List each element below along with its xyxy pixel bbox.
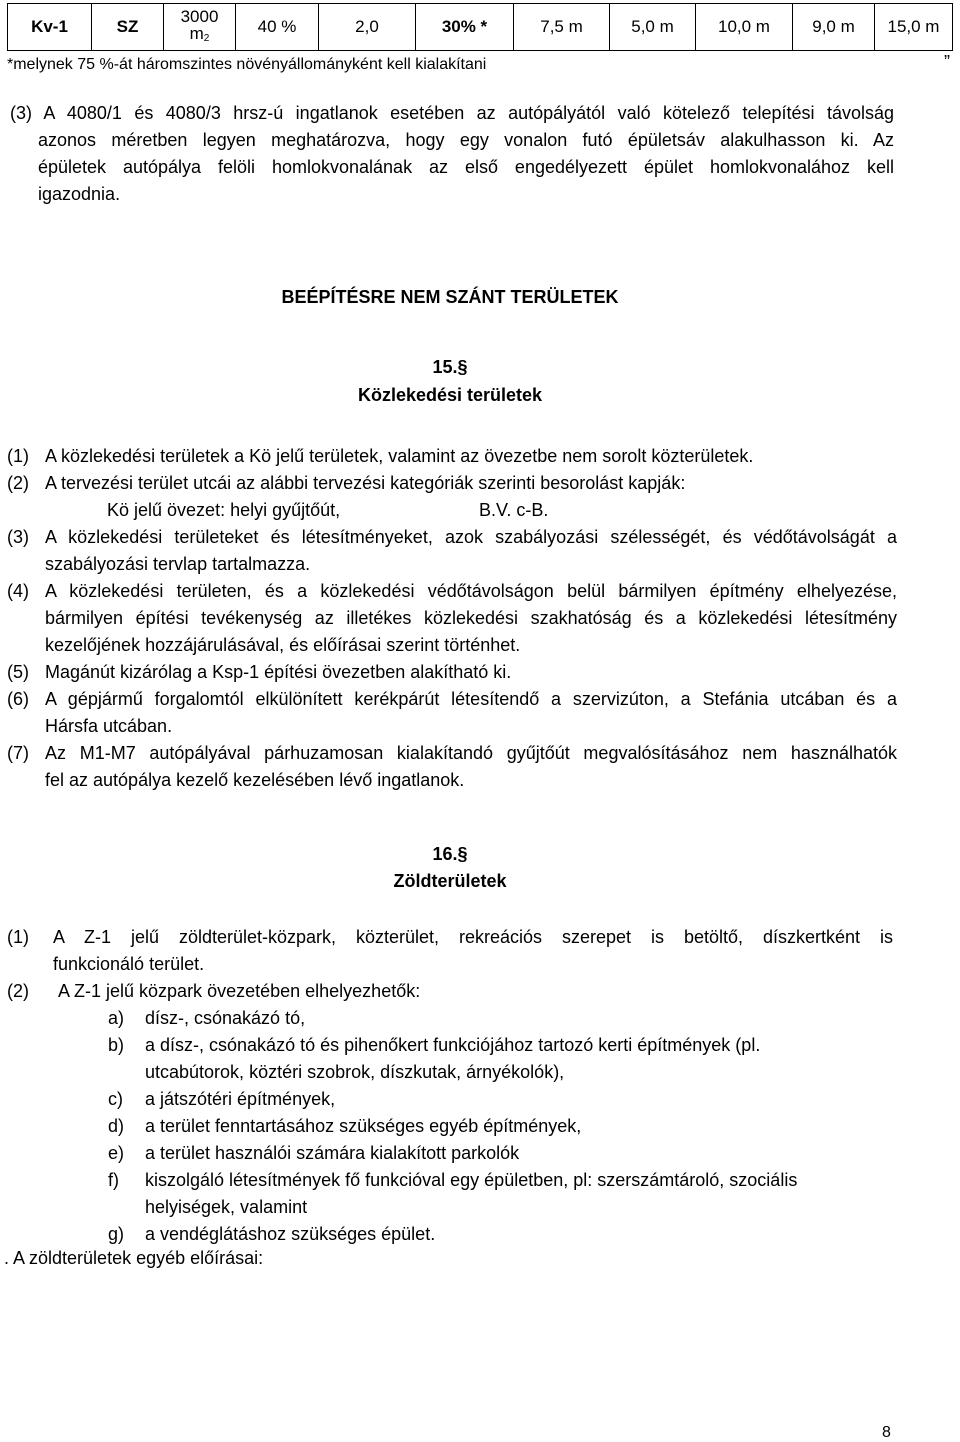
zone-code-cell: Kv-1 <box>8 4 92 51</box>
section-15-list <box>7 443 897 794</box>
item-line: Az M1-M7 autópályával párhuzamosan kialakítandó gyűjtőút megvalósításához nem használhatók <box>45 743 897 763</box>
item-number: (1) <box>7 446 29 466</box>
list-item <box>108 1167 868 1221</box>
paragraph-line: (3) A 4080/1 és 4080/3 hrsz-ú ingatlanok esetében az autópályától való kötelező telepítési távolság <box>10 103 894 123</box>
list-item <box>108 1032 868 1086</box>
item-letter: d) <box>108 1116 125 1136</box>
lot-area-unit: m <box>189 23 204 43</box>
item-line: Kö jelű övezet: helyi gyűjtőút, <box>107 500 341 520</box>
section-16-list <box>7 924 893 1005</box>
list-item <box>7 470 897 497</box>
section-number: 16. <box>432 844 458 864</box>
zoning-parameters-table <box>7 3 953 51</box>
list-item <box>7 978 893 1005</box>
section-16-number <box>0 844 900 865</box>
building-mode-cell: SZ <box>92 4 164 51</box>
item-line: A közlekedési területeket és létesítményeket, azok szabályozási szélességét, és védőtávolságát a <box>45 527 897 547</box>
list-item <box>7 578 897 659</box>
list-item <box>7 740 897 794</box>
item-line: szabályozási tervlap tartalmazza. <box>45 554 311 574</box>
front-setback-cell: 5,0 m <box>610 4 696 51</box>
item-letter: a) <box>108 1008 125 1028</box>
paragraph-line: igazodnia. <box>38 184 121 204</box>
section-symbol: § <box>457 844 468 864</box>
item-line: A közlekedési területen, és a közlekedési védőtávolságon belül bármilyen építmény elhelyezése, <box>45 581 897 601</box>
paragraph-line: azonos méretben legyen meghatározva, hogy egy vonalon futó épületsáv alakulhasson ki. Az <box>38 130 894 150</box>
lot-area-unit-exponent: 2 <box>203 32 210 44</box>
item-line: a terület fenntartásához szükséges egyéb építmények, <box>145 1116 582 1136</box>
list-item <box>108 1140 868 1167</box>
paragraph-line: épületek autópálya felöli homlokvonalának az első engedélyezett épület homlokvonalához kell <box>38 157 894 177</box>
rear-setback-cell: 9,0 m <box>793 4 875 51</box>
item-number: (1) <box>7 927 29 947</box>
list-item <box>7 497 897 524</box>
item-number: (7) <box>7 743 29 763</box>
list-item <box>7 924 893 978</box>
item-line: a játszótéri építmények, <box>145 1089 336 1109</box>
item-number: (5) <box>7 662 29 682</box>
item-letter: f) <box>108 1170 119 1190</box>
section-number: 15. <box>432 357 458 377</box>
item-line: a terület használói számára kialakított parkolók <box>145 1143 520 1163</box>
item-number: (6) <box>7 689 29 709</box>
item-line: kiszolgáló létesítmények fő funkcióval egy épületben, pl: szerszámtároló, szociális <box>145 1170 798 1190</box>
list-item <box>108 1005 868 1032</box>
item-line: A Z-1 jelű közpark övezetében elhelyezhetők: <box>58 981 421 1001</box>
paragraph-3-block <box>10 100 894 208</box>
section-15-number <box>0 357 900 378</box>
list-item <box>108 1086 868 1113</box>
item-line: helyiségek, valamint <box>145 1197 308 1217</box>
item-line: A Z-1 jelű zöldterület-közpark, közterület, rekreációs szerepet is betöltő, díszkertként is <box>53 927 893 947</box>
lot-area-value: 3000 <box>180 6 219 26</box>
min-green-area-cell: 30% * <box>416 4 514 51</box>
item-line: utcabútorok, köztéri szobrok, díszkutak, árnyékolók), <box>145 1062 565 1082</box>
item-line: a dísz-, csónakázó tó és pihenőkert funkciójához tartozó kerti építmények (pl. <box>145 1035 761 1055</box>
item-line: A gépjármű forgalomtól elkülönített kerékpárút létesítendő a szervizúton, a Stefánia utcában és a <box>45 689 897 709</box>
list-item <box>7 686 897 740</box>
side-setback-cell: 10,0 m <box>696 4 793 51</box>
item-letter: b) <box>108 1035 125 1055</box>
floor-area-ratio-cell: 2,0 <box>319 4 416 51</box>
item-number: (3) <box>7 527 29 547</box>
item-line: bármilyen építési tevékenység az illetékes közlekedési szakhatóság és a közlekedési létesítmény <box>45 608 897 628</box>
section-16-title: Zöldterületek <box>393 871 507 891</box>
min-lot-area-cell <box>164 4 236 51</box>
page-number: 8 <box>882 1424 891 1441</box>
min-frontage-cell: 15,0 m <box>875 4 953 51</box>
closing-quote-mark: ” <box>944 52 950 72</box>
max-height-cell: 7,5 m <box>514 4 610 51</box>
list-item <box>7 659 897 686</box>
item-line: Hársfa utcában. <box>45 716 173 736</box>
item-line: A tervezési terület utcái az alábbi tervezési kategóriák szerinti besorolást kapják: <box>45 473 686 493</box>
list-item <box>7 443 897 470</box>
max-coverage-cell: 40 % <box>236 4 319 51</box>
item-letter: e) <box>108 1143 125 1163</box>
item-line: funkcionáló terület. <box>53 954 205 974</box>
item-line: Magánút kizárólag a Ksp-1 építési övezetben alakítható ki. <box>45 662 512 682</box>
trailing-text: . A zöldterületek egyéb előírásai: <box>4 1248 264 1268</box>
item-line: A közlekedési területek a Kö jelű területek, valamint az övezetbe nem sorolt közterületek. <box>45 446 754 466</box>
list-item <box>108 1221 868 1248</box>
list-item <box>108 1113 868 1140</box>
item-line: B.V. c-B. <box>479 500 549 520</box>
item-line: a vendéglátáshoz szükséges épület. <box>145 1224 436 1244</box>
item-letter: c) <box>108 1089 123 1109</box>
item-line: fel az autópálya kezelő kezelésében lévő ingatlanok. <box>45 770 465 790</box>
item-line: dísz-, csónakázó tó, <box>145 1008 306 1028</box>
item-number: (4) <box>7 581 29 601</box>
section-heading: BEÉPÍTÉSRE NEM SZÁNT TERÜLETEK <box>281 287 619 307</box>
section-symbol: § <box>457 357 468 377</box>
item-line: kezelőjének hozzájárulásával, és előírásai szerint történhet. <box>45 635 521 655</box>
item-letter: g) <box>108 1224 125 1244</box>
zoldterulet-sublist <box>108 1005 868 1248</box>
item-number: (2) <box>7 981 29 1001</box>
list-item <box>7 524 897 578</box>
table-footnote: *melynek 75 %-át háromszintes növényállományként kell kialakítani <box>7 56 487 73</box>
item-number: (2) <box>7 473 29 493</box>
section-15-title: Közlekedési területek <box>357 385 543 405</box>
